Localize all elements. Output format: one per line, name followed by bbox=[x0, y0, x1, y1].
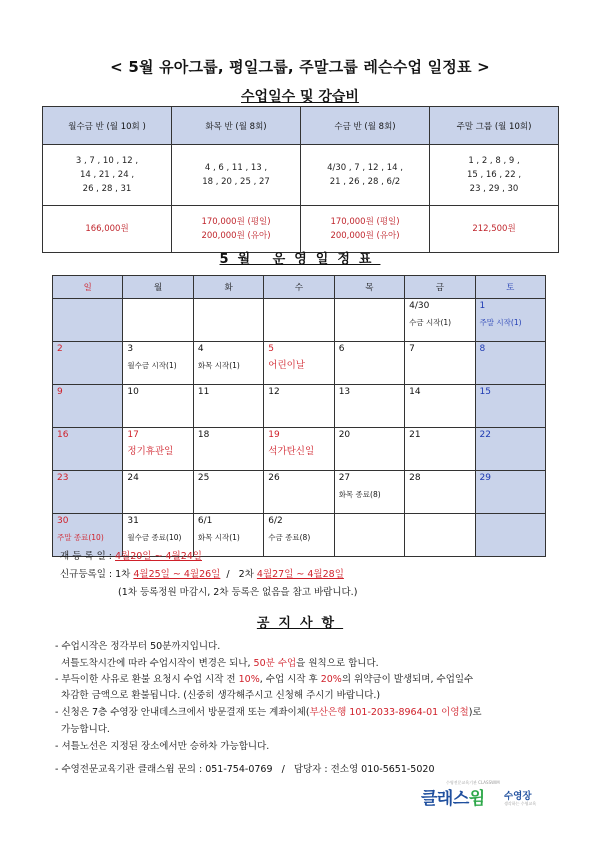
calendar-week bbox=[53, 299, 546, 342]
registration-note: (1차 등록정원 마감시, 2차 등록은 없음을 참고 바랍니다.) bbox=[118, 587, 358, 598]
calendar-weekday-header: 수 bbox=[264, 276, 334, 299]
calendar-day-cell bbox=[475, 471, 545, 514]
re-registration-line: 재 등 록 일 : 4월20일 ~ 4월24일 bbox=[60, 551, 202, 562]
calendar-date: 10 bbox=[127, 387, 139, 397]
new-registration-second: 4월27일 ~ 4월28일 bbox=[256, 569, 344, 580]
calendar-day-cell bbox=[123, 471, 193, 514]
calendar-date: 6/1 bbox=[197, 516, 213, 526]
calendar-date: 21 bbox=[409, 430, 421, 440]
calendar-day-cell bbox=[264, 299, 334, 342]
calendar-day-cell bbox=[264, 471, 334, 514]
fee-days-line: 23 , 29 , 30 bbox=[469, 184, 519, 194]
calendar-day-cell bbox=[334, 471, 404, 514]
calendar-weekday-header: 목 bbox=[334, 276, 404, 299]
calendar-day-cell bbox=[405, 514, 475, 557]
calendar-date: 15 bbox=[479, 387, 491, 397]
fee-price-line: 200,000원 (유아) bbox=[201, 231, 271, 241]
calendar-weekday-header: 토 bbox=[475, 276, 545, 299]
calendar-date: 1 bbox=[479, 301, 486, 311]
calendar-date: 28 bbox=[409, 473, 421, 483]
calendar-date: 30 bbox=[57, 516, 69, 526]
notice-line-1: - 수업시작은 정각부터 50분까지입니다. bbox=[55, 641, 221, 652]
calendar-day-cell bbox=[475, 299, 545, 342]
calendar-day-cell bbox=[475, 342, 545, 385]
calendar-day-cell bbox=[334, 385, 404, 428]
calendar-week bbox=[53, 385, 546, 428]
calendar-week bbox=[53, 428, 546, 471]
fee-price-line: 166,000원 bbox=[85, 224, 129, 234]
fee-price bbox=[430, 206, 559, 253]
calendar-day-cell bbox=[193, 514, 263, 557]
fee-days-line: 15 , 16 , 22 , bbox=[466, 170, 522, 180]
calendar-day-cell bbox=[334, 342, 404, 385]
calendar-day-cell bbox=[405, 428, 475, 471]
calendar-event: 화목 시작(1) bbox=[197, 533, 240, 542]
fee-header: 주말 그룹 (월 10회) bbox=[430, 107, 559, 145]
fee-days-line: 4 , 6 , 11 , 13 , bbox=[204, 163, 268, 173]
notice-line-6: 가능합니다. bbox=[55, 724, 110, 735]
calendar-day-cell bbox=[193, 342, 263, 385]
fee-header: 월수금 반 (월 10회 ) bbox=[43, 107, 172, 145]
fee-days-line: 14 , 21 , 24 , bbox=[79, 170, 135, 180]
fee-days-line: 4/30 , 7 , 12 , 14 , bbox=[327, 163, 403, 173]
calendar-day-cell bbox=[123, 342, 193, 385]
calendar-date: 24 bbox=[127, 473, 139, 483]
calendar-date: 25 bbox=[197, 473, 210, 483]
calendar-date: 19 bbox=[268, 430, 280, 440]
calendar-event: 주말 종료(10) bbox=[57, 533, 104, 542]
calendar-date: 13 bbox=[338, 387, 351, 397]
bank-account: 부산은행 101-2033-8964-01 이영철 bbox=[309, 707, 469, 718]
notice-line-5: - 신청은 7층 수영장 안내데스크에서 방문결재 또는 계좌이체(부산은행 101-2033-8964-01 이영철)로 bbox=[55, 707, 482, 718]
notice-title: 공지사항 bbox=[256, 616, 344, 631]
new-registration-first: 4월25일 ~ 4월26일 bbox=[133, 569, 221, 580]
fee-price-line: 212,500원 bbox=[472, 224, 516, 234]
calendar-date: 11 bbox=[197, 387, 210, 397]
calendar-day-cell bbox=[475, 385, 545, 428]
calendar-date: 4 bbox=[197, 344, 204, 354]
calendar-date: 6/2 bbox=[268, 516, 283, 526]
calendar-date: 12 bbox=[268, 387, 280, 397]
calendar-date: 29 bbox=[479, 473, 491, 483]
fee-days-line: 1 , 2 , 8 , 9 , bbox=[468, 156, 520, 166]
fee-price bbox=[43, 206, 172, 253]
calendar-day-cell bbox=[405, 299, 475, 342]
fee-class-days bbox=[172, 145, 301, 206]
fee-days-line: 26 , 28 , 31 bbox=[82, 184, 132, 194]
calendar-date: 3 bbox=[127, 344, 134, 354]
calendar-event: 수금 종료(8) bbox=[268, 533, 311, 542]
calendar-day-cell bbox=[334, 514, 404, 557]
fee-table bbox=[42, 106, 559, 253]
calendar-event: 주말 시작(1) bbox=[479, 318, 522, 327]
fee-price bbox=[172, 206, 301, 253]
contact-line: - 수영전문교육기관 클래스윔 문의 : 051-754-0769 / 담당자 : 전소영 010-5651-5020 bbox=[55, 764, 435, 775]
calendar-day-cell bbox=[264, 385, 334, 428]
fee-days-line: 21 , 26 , 28 , 6/2 bbox=[329, 177, 401, 187]
page-title: < 5월 유아그룹, 평일그룹, 주말그룹 레슨수업 일정표 > bbox=[110, 58, 490, 76]
calendar-day-cell bbox=[405, 342, 475, 385]
notice-line-4: 차감한 금액으로 환불됩니다. (신중히 생각해주시고 신청해 주시기 바랍니다.) bbox=[55, 690, 381, 701]
fee-price-line: 170,000원 (평일) bbox=[330, 217, 400, 227]
calendar-day-cell bbox=[475, 428, 545, 471]
calendar-date: 6 bbox=[338, 344, 345, 354]
calendar-day-cell bbox=[123, 428, 193, 471]
fee-class-days bbox=[430, 145, 559, 206]
calendar-day-cell bbox=[53, 428, 123, 471]
fee-price-line: 200,000원 (유아) bbox=[330, 231, 400, 241]
calendar-date: 16 bbox=[57, 430, 69, 440]
calendar-day-cell bbox=[264, 342, 334, 385]
calendar-event: 화목 시작(1) bbox=[197, 361, 240, 370]
calendar-date: 9 bbox=[57, 387, 63, 397]
calendar-date: 14 bbox=[409, 387, 421, 397]
calendar-date: 20 bbox=[338, 430, 351, 440]
calendar-day-cell bbox=[193, 385, 263, 428]
schedule-calendar bbox=[52, 275, 546, 557]
calendar-title: 5월 운영일정표 bbox=[219, 252, 381, 267]
calendar-event: 어린이날 bbox=[268, 360, 305, 371]
calendar-date: 23 bbox=[57, 473, 69, 483]
calendar-day-cell bbox=[123, 385, 193, 428]
calendar-date: 7 bbox=[409, 344, 415, 354]
calendar-event: 화목 종료(8) bbox=[338, 490, 381, 499]
calendar-date: 17 bbox=[127, 430, 139, 440]
notice-line-2: 셔틀도착시간에 따라 수업시작이 변경은 되나, 50분 수업을 원칙으로 합니다. bbox=[55, 658, 379, 669]
calendar-weekday-header: 일 bbox=[53, 276, 123, 299]
calendar-date: 8 bbox=[479, 344, 486, 354]
calendar-date: 27 bbox=[338, 473, 351, 483]
calendar-date: 4/30 bbox=[409, 301, 430, 311]
fee-days-line: 18 , 20 , 25 , 27 bbox=[202, 177, 270, 187]
calendar-day-cell bbox=[475, 514, 545, 557]
calendar-event: 월수금 종료(10) bbox=[127, 533, 182, 542]
calendar-weekday-header: 월 bbox=[123, 276, 193, 299]
calendar-weekday-header: 금 bbox=[405, 276, 475, 299]
re-registration-dates: 4월20일 ~ 4월24일 bbox=[115, 551, 202, 562]
calendar-date: 22 bbox=[479, 430, 491, 440]
fee-price bbox=[301, 206, 430, 253]
calendar-event: 수금 시작(1) bbox=[409, 318, 452, 327]
calendar-event: 월수금 시작(1) bbox=[127, 361, 177, 370]
calendar-day-cell bbox=[334, 299, 404, 342]
calendar-day-cell bbox=[334, 428, 404, 471]
calendar-week bbox=[53, 342, 546, 385]
calendar-date: 5 bbox=[268, 344, 274, 354]
notice-line-7: - 셔틀노선은 지정된 장소에서만 승하차 가능합니다. bbox=[55, 741, 270, 752]
calendar-day-cell bbox=[405, 471, 475, 514]
classwim-logo: 수영전문교육기관 CLASSWIM 클래스윔 수영장 생각하는 수영교육 bbox=[421, 780, 537, 809]
calendar-day-cell bbox=[53, 385, 123, 428]
calendar-day-cell bbox=[53, 471, 123, 514]
calendar-day-cell bbox=[405, 385, 475, 428]
calendar-day-cell bbox=[193, 299, 263, 342]
notice-line-3: - 부득이한 사유로 환불 요청시 수업 시작 전 10%, 수업 시작 후 20%의 위약금이 발생되며, 수업일수 bbox=[55, 674, 474, 685]
fee-class-days bbox=[43, 145, 172, 206]
fee-header: 화목 반 (월 8회) bbox=[172, 107, 301, 145]
calendar-day-cell bbox=[264, 428, 334, 471]
calendar-event: 정기휴관일 bbox=[127, 446, 174, 457]
new-registration-line: 신규등록일 : 1차 4월25일 ~ 4월26일 / 2차 4월27일 ~ 4월28일 bbox=[60, 569, 344, 580]
calendar-day-cell bbox=[53, 342, 123, 385]
calendar-day-cell bbox=[193, 471, 263, 514]
calendar-day-cell bbox=[193, 428, 263, 471]
calendar-weekday-header: 화 bbox=[193, 276, 263, 299]
calendar-date: 26 bbox=[268, 473, 280, 483]
calendar-day-cell bbox=[264, 514, 334, 557]
calendar-week bbox=[53, 471, 546, 514]
fee-header: 수금 반 (월 8회) bbox=[301, 107, 430, 145]
calendar-day-cell bbox=[53, 299, 123, 342]
calendar-date: 2 bbox=[57, 344, 63, 354]
calendar-event: 석가탄신일 bbox=[268, 446, 315, 457]
fee-price-line: 170,000원 (평일) bbox=[201, 217, 271, 227]
calendar-date: 18 bbox=[197, 430, 210, 440]
calendar-date: 31 bbox=[127, 516, 139, 526]
fee-section-title: 수업일수 및 강습비 bbox=[241, 89, 359, 105]
calendar-day-cell bbox=[123, 299, 193, 342]
fee-days-line: 3 , 7 , 10 , 12 , bbox=[75, 156, 139, 166]
fee-class-days bbox=[301, 145, 430, 206]
